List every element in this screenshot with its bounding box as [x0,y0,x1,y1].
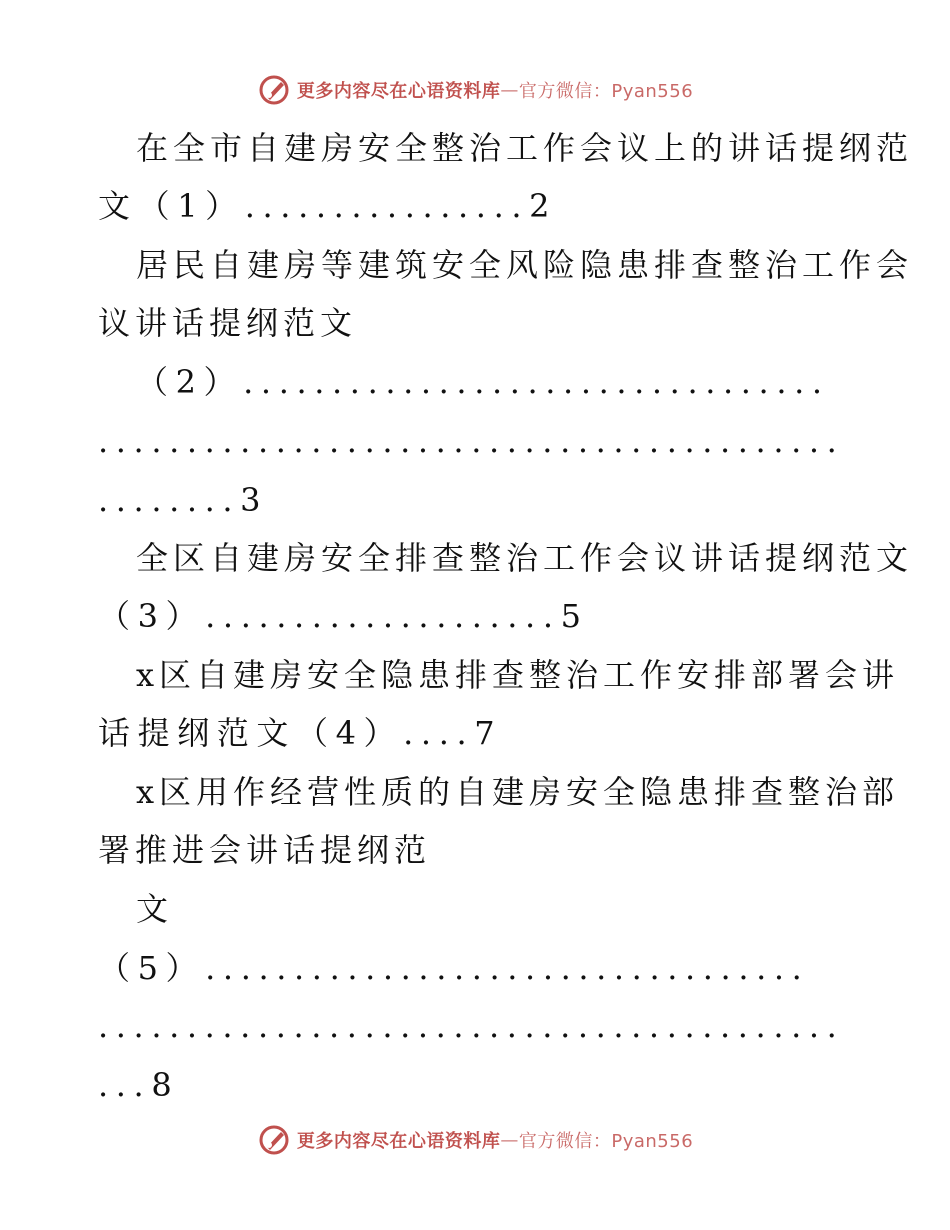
toc-entry-5-title-line-2[interactable]: 署推进会讲话提纲范 [98,831,432,869]
toc-entry-5-title-line-6[interactable]: ...8 [98,1066,180,1104]
brand-logo-icon [257,73,291,107]
toc-entry-2-title-line-3[interactable]: （2）................................. [136,363,830,401]
header-watermark [0,70,950,110]
toc-entry-2-title-line-1[interactable]: 居民自建房等建筑安全风险隐患排查整治工作会 [136,246,914,284]
toc-entry-2-title-line-5[interactable]: ........3 [98,481,269,519]
toc-entry-4-title-line-2[interactable]: 话提纲范文（4）....7 [98,714,503,752]
toc-entry-5-title-line-4[interactable]: （5）.................................. [98,949,810,987]
toc-entry-1-title-line-2[interactable]: 文（1）................2 [98,187,558,225]
brand-name: 更多内容尽在心语资料库 [296,1131,501,1152]
toc-entry-4-title-line-1[interactable]: x区自建房安全隐患排查整治工作安排部署会讲 [136,656,900,694]
toc-entry-2-title-line-4[interactable]: .......................................... [98,422,845,460]
brand-logo-icon [257,1123,291,1157]
banner-separator: — [500,79,519,101]
brand-name: 更多内容尽在心语资料库 [296,81,501,102]
toc-entry-2-title-line-2[interactable]: 议讲话提纲范文 [98,304,358,342]
banner-separator: — [500,1129,519,1151]
toc-entry-3-title-line-1[interactable]: 全区自建房安全排查整治工作会议讲话提纲范文 [136,539,914,577]
toc-entry-5-title-line-1[interactable]: x区用作经营性质的自建房安全隐患排查整治部 [136,773,900,811]
wechat-contact: 官方微信：Pyan556 [518,81,694,102]
toc-entry-1-title-line-1[interactable]: 在全市自建房安全整治工作会议上的讲话提纲范 [136,129,914,167]
toc-entry-5-title-line-3[interactable]: 文 [136,890,174,928]
toc-entry-5-title-line-5[interactable]: .......................................... [98,1007,845,1045]
wechat-contact: 官方微信：Pyan556 [518,1131,694,1152]
toc-entry-3-title-line-2[interactable]: （3）....................5 [98,597,589,635]
footer-watermark [0,1120,950,1160]
